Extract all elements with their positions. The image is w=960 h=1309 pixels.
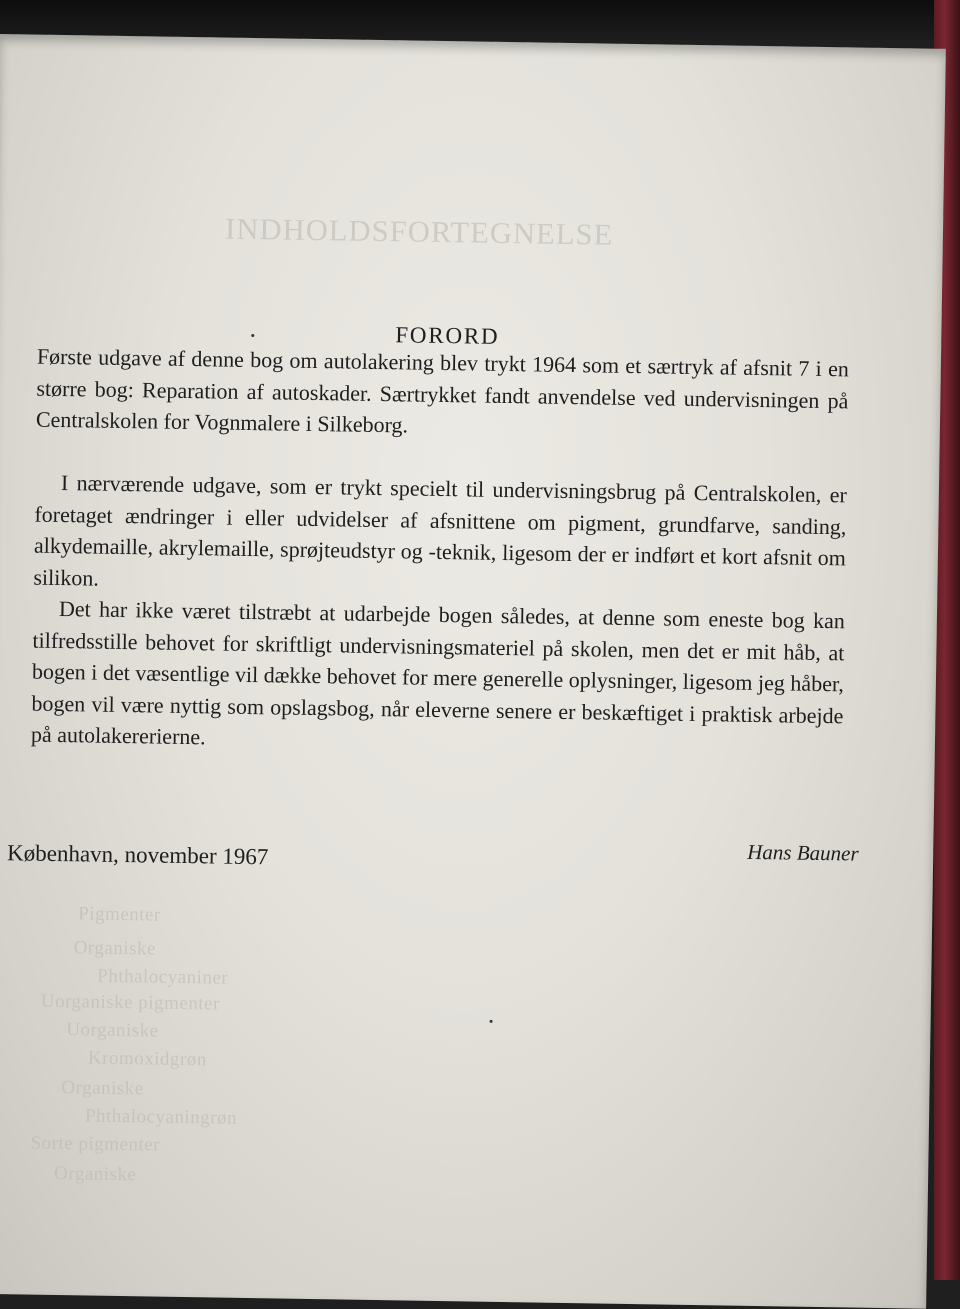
author-signature: Hans Bauner — [747, 839, 859, 866]
background-dark-top — [0, 0, 960, 40]
foreword-paragraph-3: Det har ikke været tilstræbt at udarbejde bogen således, at denne som eneste bog kan tilfredsstille behovet for skriftligt undervisningsmateriel på skolen, men det er mit håb, at bogen i det væsentlige vil dække behovet for mere generelle oplysninger, ligesom jeg håber, bogen vil være nyttig som opslagsbog, når eleverne senere er beskæftiget i praktisk arbejde på autolakererierne. — [30, 595, 846, 750]
show-through-item: Organiske — [53, 1162, 137, 1186]
show-through-item: Uorganiske — [66, 1019, 159, 1042]
show-through-item: Phthalocyaningrøn — [84, 1105, 238, 1129]
place-and-date: København, november 1967 — [6, 840, 269, 870]
show-through-item: Kromoxidgrøn — [87, 1047, 208, 1071]
book-page — [0, 34, 946, 1309]
show-through-item: Pigmenter — [78, 903, 161, 926]
show-through-item: Uorganiske pigmenter — [40, 990, 220, 1015]
ink-speck — [490, 1020, 493, 1023]
show-through-item: Phthalocyaniner — [97, 965, 229, 989]
show-through-item: Sorte pigmenter — [30, 1132, 161, 1156]
foreword-paragraph-1: Første udgave af denne bog om autolakering blev trykt 1964 som et særtryk af afsnit 7 i en større bog: Reparation af autoskader. Særtrykket fandt anvendelse ved undervisningen på Centralskolen for Vognmalere i Silkeborg. — [35, 343, 850, 438]
foreword-paragraph-2: I nærværende udgave, som er trykt specielt til undervisningsbrug på Centralskolen, er foretaget ændringer i eller udvidelser af afsnittene om pigment, grundfarve, sanding, alkydemaille, akrylemaille, sprøjteudstyr og -teknik, ligesom der er indført et kort afsnit om silikon. — [33, 470, 848, 591]
show-through-item: Organiske — [61, 1077, 144, 1100]
show-through-item: Organiske — [73, 937, 157, 960]
show-through-title: INDHOLDSFORTEGNELSE — [224, 212, 614, 252]
ink-speck — [251, 334, 254, 337]
foreword-heading: FORORD — [395, 322, 500, 349]
